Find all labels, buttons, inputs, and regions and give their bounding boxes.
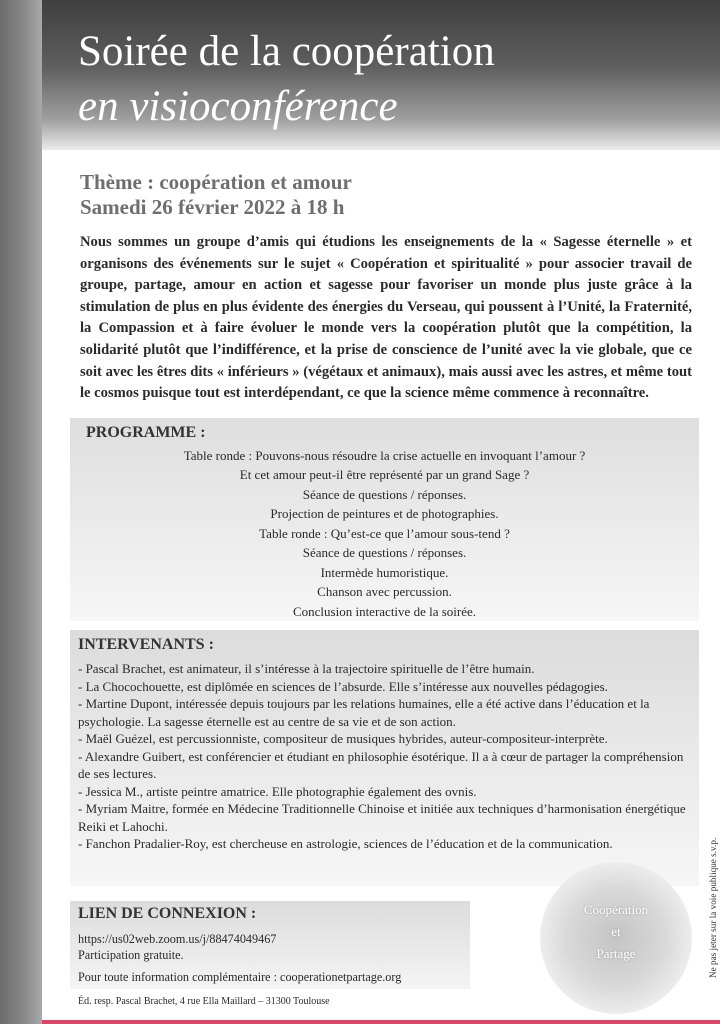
list-item: - La Chocochouette, est diplômée en sciences de l’absurde. Elle s’intéresse aux nouvelles pédagogies. <box>78 678 608 694</box>
theme-title: Thème : coopération et amour <box>80 170 352 194</box>
intro-paragraph: Nous sommes un groupe d’amis qui étudions les enseignements de la « Sagesse éternelle » et organisons des événements sur le sujet « Coopération et spiritualité » pour associer travail de groupe, partage, amour en action et sagesse pour favoriser un monde plus juste grâce à la stimulation de plus en plus évidente des énergies du Verseau, qui poussent à l’Unité, la Fraternité, la Compassion et à faire évoluer le monde vers la coopération plutôt que la compétition, la solidarité plutôt que l’indifférence, et la prise de conscience de l’unité avec la vie globale, que ce soit avec les êtres dits « inférieurs » (végétaux et animaux), mais aussi avec les astres, et même tout le cosmos puisque tout est interdépendant, ce que la science même commence à reconnaître. <box>80 234 692 402</box>
list-item: - Maël Guézel, est percussionniste, compositeur de musiques hybrides, auteur-compositeur-interprète. <box>78 731 608 746</box>
programme-part-2 <box>70 524 699 621</box>
info-line: Pour toute information complémentaire : cooperationetpartage.org <box>78 970 402 984</box>
connexion-heading: LIEN DE CONNEXION : <box>78 905 257 922</box>
page-title: Soirée de la coopération <box>78 28 495 75</box>
programme-line: Et cet amour peut-il être représenté par un grand Sage ? <box>239 467 530 483</box>
programme-line: Conclusion interactive de la soirée. <box>292 603 477 619</box>
participation-note: Participation gratuite. <box>78 948 184 962</box>
side-notice: Ne pas jeter sur la voie publique s.v.p. <box>708 837 718 978</box>
left-gray-strip <box>0 0 42 1024</box>
event-date: Samedi 26 février 2022 à 18 h <box>80 195 345 219</box>
list-item: - Jessica M., artiste peintre amatrice. Elle photographie également des ovnis. <box>78 783 477 799</box>
programme-line: Chanson avec percussion. <box>317 584 452 600</box>
logo-text <box>540 899 692 965</box>
programme-line: Séance de questions / réponses. <box>302 486 467 502</box>
list-item: - Fanchon Pradalier-Roy, est chercheuse en astrologie, sciences de l’éducation et de la communication. <box>78 836 613 851</box>
list-item: - Myriam Maitre, formée en Médecine Traditionnelle Chinoise et initiée aux techniques d’harmonisation énergétique Reiki et Lahochi. <box>78 801 686 834</box>
programme-line: Table ronde : Qu’est-ce que l’amour sous-tend ? <box>259 526 510 541</box>
publisher-footer: Éd. resp. Pascal Brachet, 4 rue Ella Maillard – 31300 Toulouse <box>78 996 330 1007</box>
list-item: - Martine Dupont, intéressée depuis toujours par les relations humaines, elle a été active dans l’éducation et la psychologie. La sagesse éternelle est au centre de sa vie et de son action. <box>78 696 650 729</box>
zoom-link[interactable]: https://us02web.zoom.us/j/88474049467 <box>78 932 277 946</box>
logo-line: Coopération <box>583 902 649 917</box>
bottom-accent-line <box>42 1020 720 1024</box>
programme-heading: PROGRAMME : <box>86 424 206 441</box>
logo-line: Partage <box>596 946 636 961</box>
intervenants-heading: INTERVENANTS : <box>78 636 214 653</box>
programme-line: Projection de peintures et de photographies. <box>270 506 499 522</box>
programme-line: Intermède humoristique. <box>320 564 449 580</box>
page-subtitle: en visioconférence <box>78 83 398 130</box>
programme-line: Table ronde : Pouvons-nous résoudre la crise actuelle en invoquant l’amour ? <box>183 448 586 463</box>
intervenants-list <box>78 660 693 853</box>
list-item: - Pascal Brachet, est animateur, il s’intéresse à la trajectoire spirituelle de l’être humain. <box>78 661 535 676</box>
programme-line: Séance de questions / réponses. <box>302 545 467 561</box>
programme-part-1 <box>70 446 699 524</box>
theme-block <box>80 170 352 220</box>
logo-line: et <box>611 924 621 939</box>
list-item: - Alexandre Guibert, est conférencier et étudiant en philosophie ésotérique. Il a à cœur de partager la compréhension de ses lectures. <box>78 748 684 781</box>
